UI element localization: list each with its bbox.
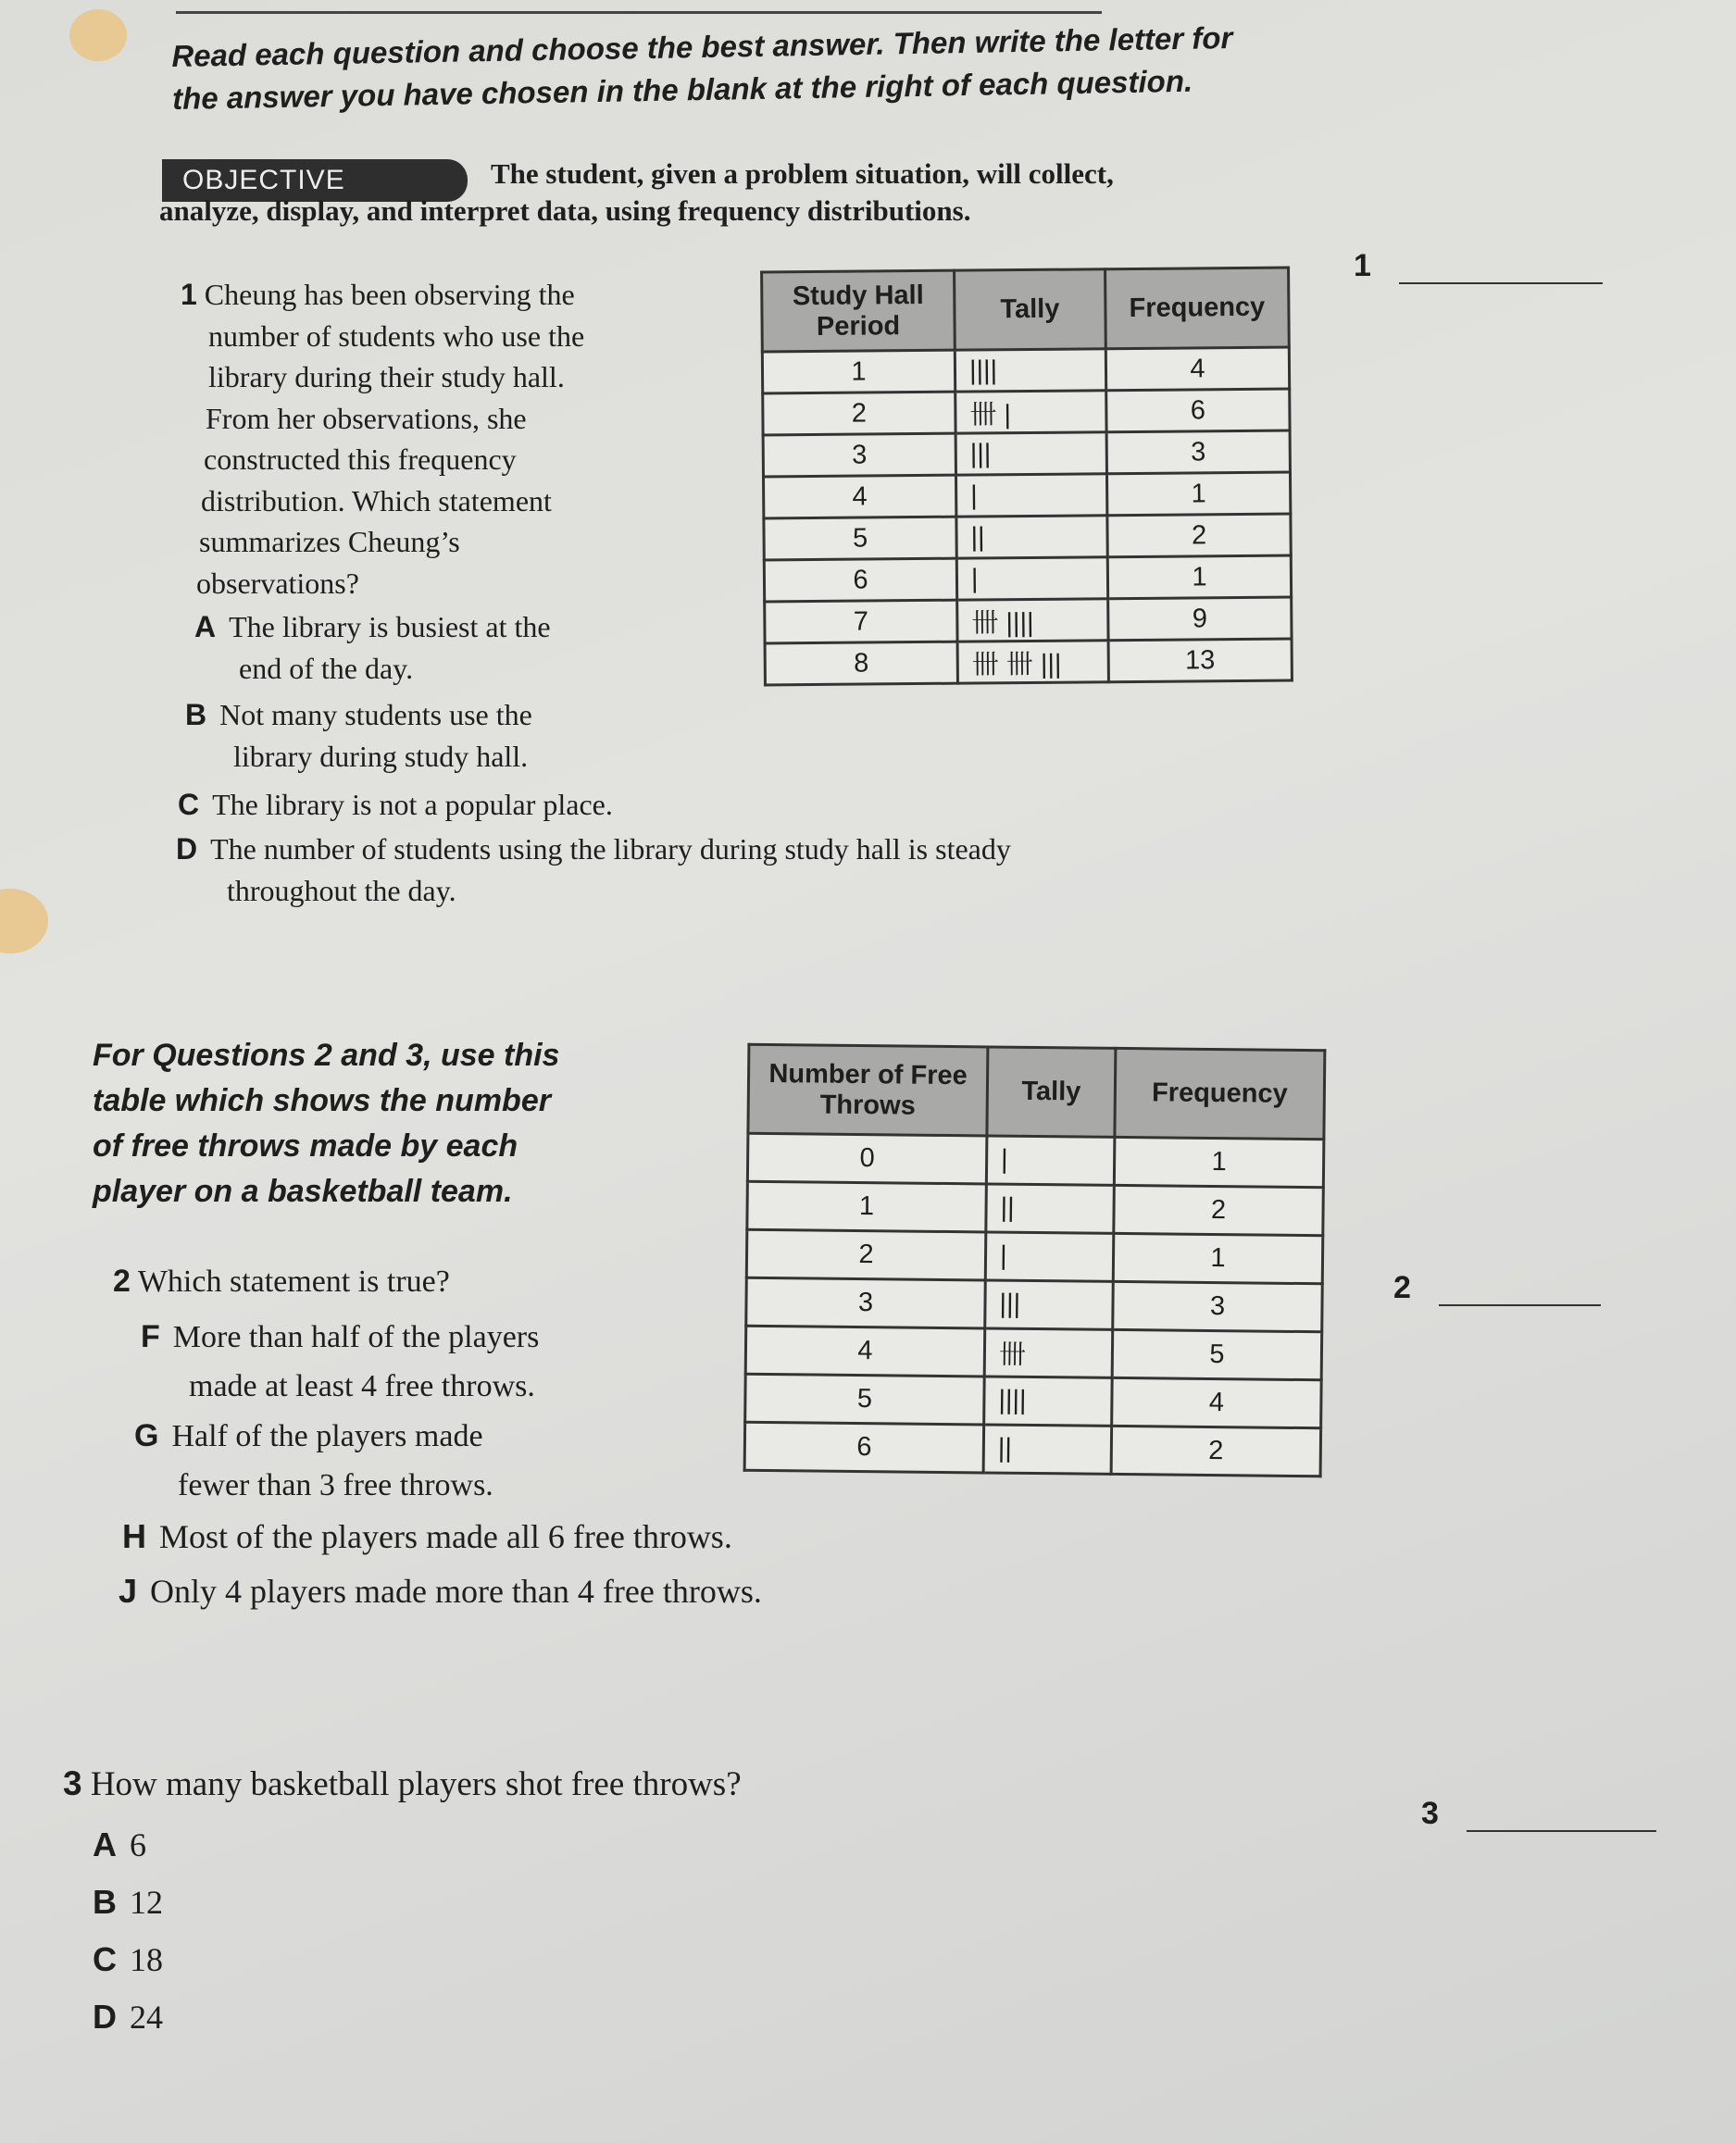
instructions-line: Read each question and choose the best answer. Then write the letter for — [171, 19, 1233, 73]
table-row — [764, 555, 1291, 602]
question-1 — [181, 274, 584, 604]
frequency-cell: 2 — [1111, 1426, 1321, 1476]
free-throws-frequency-table — [743, 1043, 1327, 1478]
frequency-cell: 13 — [1108, 639, 1292, 682]
option-text: Half of the players made — [171, 1419, 483, 1453]
punch-hole — [69, 9, 127, 61]
option-letter: C — [178, 788, 200, 821]
table-row — [745, 1326, 1322, 1380]
study-hall-frequency-table — [760, 267, 1293, 687]
frequency-cell: 1 — [1114, 1137, 1324, 1187]
value-cell: 8 — [765, 642, 957, 685]
option-text: 6 — [130, 1826, 146, 1863]
option-d[interactable] — [93, 1988, 163, 2046]
table-row — [744, 1422, 1321, 1476]
option-j[interactable] — [119, 1571, 762, 1613]
frequency-cell: 5 — [1112, 1329, 1322, 1379]
option-text: The number of students using the library during study hall is steady — [210, 832, 1011, 866]
option-g[interactable] — [134, 1412, 493, 1510]
blank-line[interactable] — [1399, 282, 1603, 284]
question-2 — [113, 1261, 450, 1303]
option-text: 12 — [130, 1884, 163, 1921]
frequency-cell: 3 — [1113, 1281, 1323, 1331]
option-c[interactable] — [178, 784, 613, 826]
table-row — [747, 1181, 1324, 1236]
option-letter: G — [134, 1418, 159, 1453]
value-cell: 5 — [764, 517, 956, 560]
table-row — [765, 639, 1292, 685]
option-letter: B — [93, 1883, 117, 1921]
table-row — [745, 1374, 1322, 1428]
option-c[interactable] — [93, 1931, 163, 1988]
blank-line[interactable] — [1439, 1304, 1601, 1306]
option-letter: H — [122, 1517, 146, 1555]
question-text: observations? — [196, 566, 359, 600]
value-cell: 1 — [747, 1181, 987, 1232]
q3-options — [93, 1816, 163, 2046]
question-text: constructed this frequency — [204, 442, 517, 476]
option-a[interactable] — [194, 606, 551, 689]
column-header: Study Hall Period — [762, 270, 955, 352]
question-number: 3 — [63, 1764, 82, 1802]
table-row — [763, 389, 1290, 435]
option-letter: J — [119, 1572, 138, 1610]
option-letter: B — [185, 698, 207, 731]
value-cell: 4 — [763, 475, 955, 518]
frequency-cell: 3 — [1106, 430, 1290, 474]
option-text: Most of the players made all 6 free throws. — [159, 1518, 732, 1555]
option-text: end of the day. — [239, 651, 414, 685]
frequency-cell: 4 — [1105, 347, 1289, 391]
value-cell: 6 — [744, 1422, 984, 1473]
answer-blank-2[interactable] — [1393, 1270, 1601, 1306]
instructions-line: the answer you have chosen in the blank at the right of each question. — [171, 63, 1193, 116]
option-letter: D — [93, 1998, 117, 2036]
question-text: From her observations, she — [206, 401, 527, 435]
answer-blank-1[interactable] — [1354, 248, 1603, 284]
option-letter: F — [141, 1319, 160, 1354]
frequency-cell: 1 — [1113, 1233, 1323, 1283]
question-number: 1 — [181, 278, 197, 311]
column-header: Tally — [987, 1047, 1116, 1137]
option-letter: C — [93, 1940, 117, 1978]
question-text: Cheung has been observing the — [204, 278, 575, 311]
blank-label: 1 — [1354, 248, 1371, 283]
answer-blank-3[interactable] — [1421, 1796, 1656, 1832]
table-row — [765, 597, 1292, 643]
value-cell: 5 — [745, 1374, 985, 1425]
table-row — [764, 514, 1291, 560]
tally-cell: ||| — [955, 432, 1106, 475]
question-text: summarizes Cheung’s — [199, 525, 460, 558]
questions-2-3-heading — [93, 1033, 559, 1215]
question-text: number of students who use the — [208, 318, 585, 353]
column-header: Frequency — [1105, 268, 1290, 349]
blank-line[interactable] — [1467, 1830, 1656, 1832]
frequency-cell: 2 — [1107, 514, 1291, 557]
tally-cell: | — [956, 557, 1107, 600]
blank-label: 3 — [1421, 1796, 1439, 1831]
option-text: throughout the day. — [227, 873, 456, 907]
question-3 — [63, 1763, 742, 1806]
value-cell: 7 — [765, 600, 957, 643]
table-row — [747, 1133, 1324, 1188]
heading-line: player on a basketball team. — [93, 1174, 513, 1209]
question-text: distribution. Which statement — [201, 483, 552, 517]
option-h[interactable] — [122, 1516, 732, 1558]
tally-cell: |||| — [955, 349, 1105, 392]
option-text: library during study hall. — [233, 739, 529, 773]
tally-cell: || — [956, 516, 1107, 558]
option-text: The library is not a popular place. — [212, 788, 613, 821]
tally-cell: |||| — [984, 1377, 1113, 1426]
frequency-cell: 1 — [1107, 555, 1291, 599]
table-row — [763, 430, 1290, 477]
option-d[interactable] — [176, 829, 1011, 911]
heading-line: of free throws made by each — [93, 1128, 518, 1164]
objective-line-2: analyze, display, and interpret data, using frequency distributions. — [159, 194, 971, 227]
heading-line: table which shows the number — [93, 1083, 551, 1118]
option-b[interactable] — [93, 1874, 163, 1931]
table-row — [746, 1277, 1323, 1332]
table-row — [763, 472, 1290, 518]
option-text: More than half of the players — [172, 1320, 540, 1354]
option-text: Only 4 players made more than 4 free throws. — [150, 1573, 762, 1610]
tally-cell: ||| — [985, 1280, 1114, 1329]
tally-cell: || — [983, 1425, 1112, 1474]
value-cell: 3 — [746, 1277, 986, 1328]
option-letter: A — [93, 1825, 117, 1863]
tally-cell: 卌 — [984, 1328, 1113, 1377]
tally-cell: | — [985, 1232, 1114, 1281]
option-letter: A — [194, 610, 217, 643]
option-b[interactable] — [185, 694, 532, 777]
option-text: made at least 4 free throws. — [189, 1369, 535, 1403]
top-rule — [176, 11, 1102, 14]
value-cell: 4 — [745, 1326, 985, 1377]
frequency-cell: 1 — [1106, 472, 1290, 516]
option-text: 24 — [130, 1999, 163, 2036]
value-cell: 2 — [746, 1229, 986, 1280]
option-letter: D — [176, 832, 198, 866]
column-header: Frequency — [1115, 1048, 1325, 1139]
tally-cell: 卌 卌 ||| — [957, 641, 1108, 683]
option-f[interactable] — [141, 1313, 539, 1411]
question-text: library during their study hall. — [208, 360, 565, 393]
value-cell: 3 — [763, 433, 955, 477]
objective-badge: OBJECTIVE — [162, 159, 468, 202]
question-text: Which statement is true? — [137, 1265, 450, 1299]
table-row — [746, 1229, 1323, 1284]
frequency-cell: 6 — [1106, 389, 1290, 432]
option-text: Not many students use the — [219, 698, 532, 731]
tally-cell: | — [955, 474, 1106, 517]
value-cell: 2 — [763, 392, 955, 435]
question-text: How many basketball players shot free throws? — [90, 1765, 742, 1803]
frequency-cell: 4 — [1112, 1377, 1322, 1427]
question-number: 2 — [113, 1264, 131, 1299]
value-cell: 6 — [764, 558, 956, 602]
frequency-cell: 9 — [1108, 597, 1292, 641]
blank-label: 2 — [1393, 1270, 1411, 1305]
column-header: Number of Free Throws — [748, 1044, 988, 1136]
option-text: 18 — [130, 1941, 163, 1978]
tally-cell: 卌 | — [955, 391, 1106, 433]
tally-cell: | — [986, 1136, 1115, 1185]
option-text: The library is busiest at the — [229, 610, 551, 643]
value-cell: 0 — [747, 1133, 987, 1184]
option-a[interactable] — [93, 1816, 163, 1874]
tally-cell: 卌 |||| — [957, 599, 1108, 642]
table-row — [762, 347, 1289, 393]
tally-cell: || — [986, 1184, 1115, 1233]
frequency-cell: 2 — [1114, 1185, 1324, 1235]
value-cell: 1 — [762, 350, 955, 393]
objective-line-1: The student, given a problem situation, will collect, — [491, 157, 1114, 190]
heading-line: For Questions 2 and 3, use this — [93, 1038, 560, 1073]
column-header: Tally — [955, 269, 1106, 350]
option-text: fewer than 3 free throws. — [178, 1468, 493, 1502]
